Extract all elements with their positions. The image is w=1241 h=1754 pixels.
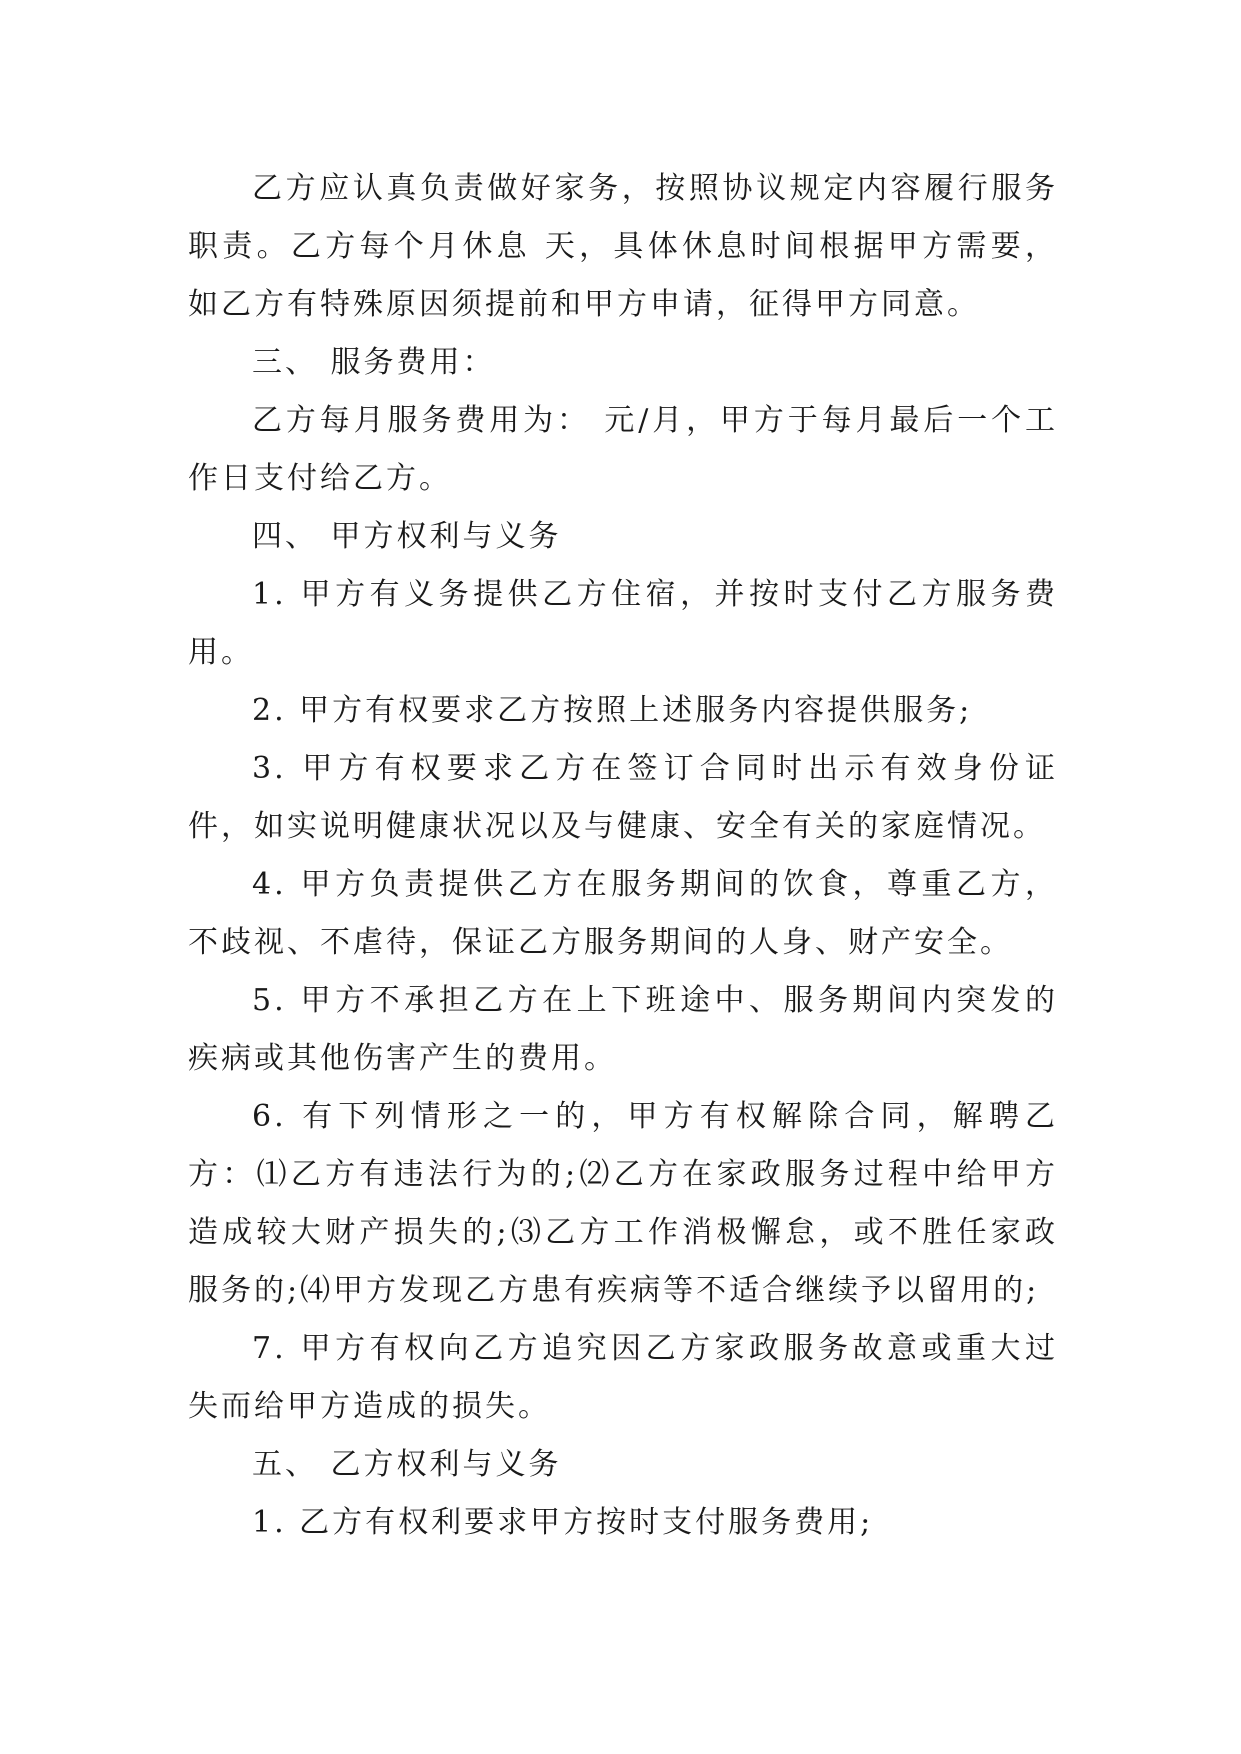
section-heading-party-a: 四、 甲方权利与义务 [252,519,562,554]
clause-a-2: 2. 甲方有权要求乙方按照上述服务内容提供服务; [252,693,973,728]
clause-a-1: 1. 甲方有义务提供乙方住宿，并按时支付乙方服务费用。 [188,577,1058,670]
clause-a-6: 6. 有下列情形之一的，甲方有权解除合同，解聘乙方：⑴乙方有违法行为的;⑵乙方在家政服务过程中给甲方造成较大财产损失的;⑶乙方工作消极懈怠，或不胜任家政服务的;⑷甲方发现乙方患有疾病等不适合继续予以留用的; [188,1099,1058,1308]
clause-a-3: 3. 甲方有权要求乙方在签订合同时出示有效身份证件，如实说明健康状况以及与健康、安全有关的家庭情况。 [188,751,1058,844]
clause-a-5: 5. 甲方不承担乙方在上下班途中、服务期间内突发的疾病或其他伤害产生的费用。 [188,983,1058,1076]
paragraph-fees: 乙方每月服务费用为： 元/月，甲方于每月最后一个工作日支付给乙方。 [188,403,1058,496]
clause-a-4: 4. 甲方负责提供乙方在服务期间的饮食，尊重乙方，不歧视、不虐待，保证乙方服务期间的人身、财产安全。 [188,867,1058,960]
paragraph-duties: 乙方应认真负责做好家务，按照协议规定内容履行服务职责。乙方每个月休息 天，具体休息时间根据甲方需要，如乙方有特殊原因须提前和甲方申请，征得甲方同意。 [188,171,1058,322]
section-heading-fees: 三、 服务费用： [252,345,496,380]
section-heading-party-b: 五、 乙方权利与义务 [252,1447,562,1482]
clause-b-1: 1. 乙方有权利要求甲方按时支付服务费用; [252,1505,874,1540]
document-body [188,160,1058,1552]
clause-a-7: 7. 甲方有权向乙方追究因乙方家政服务故意或重大过失而给甲方造成的损失。 [188,1331,1058,1424]
